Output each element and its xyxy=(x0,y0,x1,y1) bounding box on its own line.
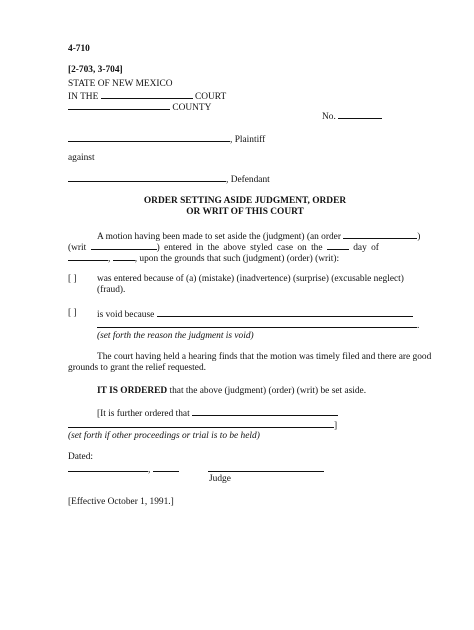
void-reason-note: (set forth the reason the judgment is void) xyxy=(97,331,254,341)
in-the-label: IN THE xyxy=(68,92,99,102)
further-order-blank-2[interactable] xyxy=(68,419,334,428)
county-name-blank[interactable] xyxy=(68,101,170,110)
motion-text-f: , xyxy=(108,254,111,264)
motion-text-d: ) entered in the above styled case on the xyxy=(156,243,323,253)
plaintiff-label: , Plaintiff xyxy=(230,135,266,145)
motion-text-g: , upon the grounds that such (judgment) (order) (writ): xyxy=(134,254,340,264)
ordered-rest: that the above (judgment) (order) (writ) be set aside. xyxy=(169,386,367,396)
option-2-end-dot: . xyxy=(417,321,420,331)
further-order-blank-1[interactable] xyxy=(192,407,338,416)
county-line xyxy=(68,101,211,115)
date-year-blank[interactable] xyxy=(153,463,179,472)
state-line: STATE OF NEW MEXICO xyxy=(68,79,173,89)
motion-text-e: day of xyxy=(353,243,379,253)
further-close-bracket: ] xyxy=(334,421,338,431)
form-title-line-1: ORDER SETTING ASIDE JUDGMENT, ORDER xyxy=(143,196,347,206)
plaintiff-name-blank[interactable] xyxy=(68,133,230,142)
writ-blank[interactable] xyxy=(91,241,157,250)
defendant-line xyxy=(68,173,270,187)
ordered-bold: IT IS ORDERED xyxy=(97,386,168,396)
against-label: against xyxy=(68,153,95,163)
date-comma: , xyxy=(148,465,151,475)
void-reason-blank-1[interactable] xyxy=(157,308,413,317)
finding-line-2: grounds to grant the relief requested. xyxy=(68,363,206,373)
finding-line-1: The court having held a hearing finds that the motion was timely filed and there are good xyxy=(97,352,432,362)
month-blank[interactable] xyxy=(68,252,108,261)
effective-date: [Effective October 1, 1991.] xyxy=(68,497,174,507)
motion-text-c: (writ xyxy=(68,243,87,253)
option-1-text-1: was entered because of (a) (mistake) (inadvertence) (surprise) (excusable neglect) xyxy=(97,274,404,284)
defendant-label: , Defendant xyxy=(226,175,270,185)
year-blank[interactable] xyxy=(113,252,135,261)
judge-signature-blank[interactable] xyxy=(208,463,324,472)
motion-line-3 xyxy=(68,252,339,266)
county-label: COUNTY xyxy=(172,103,212,113)
void-reason-blank-2[interactable] xyxy=(97,319,417,328)
option-1-checkbox[interactable]: [ ] xyxy=(68,274,77,284)
form-number: 4-710 xyxy=(68,44,90,54)
case-number-blank[interactable] xyxy=(338,110,382,119)
further-ordered-note: (set forth if other proceedings or trial is to be held) xyxy=(68,431,260,441)
further-ordered-text: [It is further ordered that xyxy=(97,409,190,419)
form-title-line-2: OR WRIT OF THIS COURT xyxy=(186,207,304,217)
case-number-line xyxy=(322,110,382,124)
option-1-text-2: (fraud). xyxy=(97,285,126,295)
option-2-checkbox[interactable]: [ ] xyxy=(68,308,77,318)
date-month-day-blank[interactable] xyxy=(68,463,148,472)
day-blank[interactable] xyxy=(327,241,349,250)
motion-text-b: ) xyxy=(417,232,421,242)
rule-references: [2-703, 3-704] xyxy=(68,65,123,75)
plaintiff-line xyxy=(68,133,265,147)
ordered-line xyxy=(97,386,366,398)
order-blank[interactable] xyxy=(343,230,417,239)
dated-label: Dated: xyxy=(68,452,93,462)
court-name-blank[interactable] xyxy=(101,90,193,99)
motion-text-a: A motion having been made to set aside the (judgment) (an order xyxy=(97,232,341,242)
date-line xyxy=(68,463,179,477)
defendant-name-blank[interactable] xyxy=(68,173,226,182)
case-number-label: No. xyxy=(322,112,336,122)
judge-label: Judge xyxy=(209,474,231,484)
court-label: COURT xyxy=(194,92,227,102)
option-2-text: is void because xyxy=(97,310,155,320)
